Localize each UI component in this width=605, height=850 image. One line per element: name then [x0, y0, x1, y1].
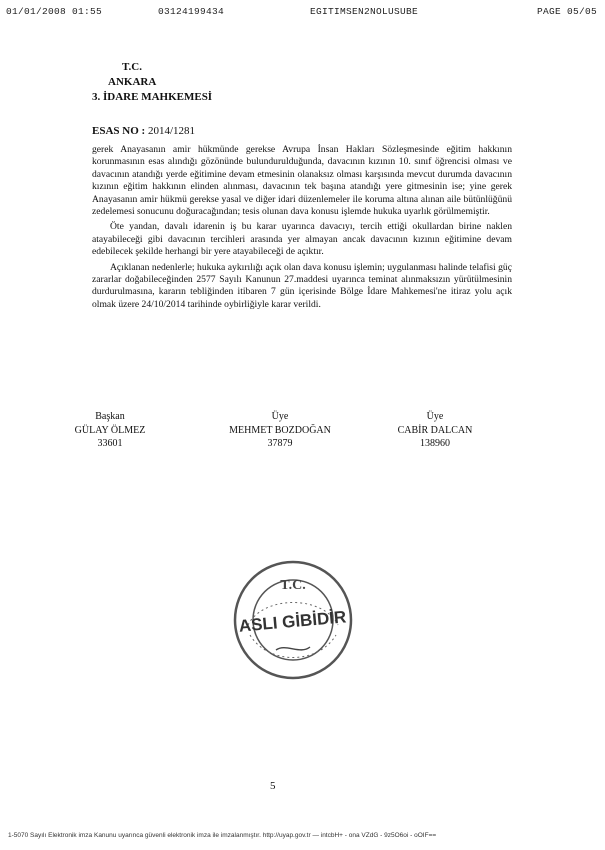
case-number-label: ESAS NO :: [92, 125, 146, 137]
signature-name: CABİR DALCAN: [397, 424, 473, 436]
signature-number: 33601: [97, 438, 123, 449]
signature-title: Üye: [426, 411, 444, 422]
signature-name: GÜLAY ÖLMEZ: [74, 424, 146, 436]
case-number: [92, 125, 195, 137]
signature-number: 138960: [420, 438, 450, 449]
signature-name: MEHMET BOZDOĞAN: [229, 424, 331, 436]
fax-sender: EGITIMSEN2NOLUSUBE: [310, 6, 419, 17]
signature-member-1: [210, 410, 350, 451]
signature-president: [40, 410, 180, 451]
court-name: 3. İDARE MAHKEMESİ: [92, 91, 213, 103]
signature-number: 37879: [267, 438, 293, 449]
official-stamp: [228, 555, 358, 685]
page-number: 5: [270, 780, 276, 792]
court-tc: T.C.: [122, 61, 142, 73]
paragraph: Açıklanan nedenlerle; hukuka aykırılığı açık olan dava konusu işlemin; uygulanması halinde telafisi güç zararlar doğabileceğinden 2577 Sayılı Kanunun 27.maddesi uyarınca teminat alınmaksızın yürütülmesinin durdurulmasına, kararın tebliğinden itibaren 7 gün içerisinde Bölge İdare Mahkemesi'ne itiraz yolu açık olmak üzere 24/10/2014 tarihinde oybirliğiyle karar verildi.: [92, 261, 512, 310]
footer-note: 1-5070 Sayılı Elektronik imza Kanunu uyarınca güvenli elektronik imza ile imzalanmıştır. http://uyap.gov.tr — intcbH+ - ona VZdG - 9z5O6oi - oOIF==: [8, 832, 437, 839]
paragraph: gerek Anayasanın amir hükmünde gerekse Avrupa İnsan Hakları Sözleşmesinde eğitim hakkının korunmasının esas alındığı gözönünde bulundurulduğunda, davacının kızının 10. sınıf öğrencisi olması ve davacının atandığı yerde eğitimine devam etmesinin olanaksız olması karşısında mevcut durumda davacının kızının eğitim hakkının elinden alınması, davacının tek başına atandığı yere gitmesinin ise; yine gerek Anayasanın amir hükmü gerekse yasal ve diğer idari düzenlemeler ile koruma altına alınan aile bütünlüğünü zedelemesi sonucunu doğuracağından; tesis olunan dava konusu işlemde hukuka uyarlık görülmemiştir.: [92, 144, 512, 218]
stamp-top-text: T.C.: [280, 578, 306, 593]
fax-header: [6, 6, 597, 20]
stamp-center-text: ASLI GİBİDİR: [238, 607, 347, 636]
paragraph: Öte yandan, davalı idarenin iş bu karar uyarınca davacıyı, tercih ettiği okullardan birine naklen atayabileceği gibi davacının tercihleri arasında yer almayan ancak davacının kızının eğitimine devam edebilecek şekilde herhangi bir yere atayabileceği de açıktır.: [92, 221, 512, 258]
court-heading: [92, 60, 212, 105]
stamp-signature: [276, 647, 310, 650]
signature-title: Başkan: [95, 411, 125, 422]
decision-body: [92, 144, 512, 314]
court-city: ANKARA: [108, 76, 157, 88]
fax-datetime: 01/01/2008 01:55: [6, 6, 103, 17]
fax-page: PAGE 05/05: [536, 6, 597, 17]
fax-phone: 03124199434: [158, 6, 225, 17]
signature-member-2: [365, 410, 505, 451]
case-number-value: 2014/1281: [147, 125, 195, 137]
signature-title: Üye: [271, 411, 289, 422]
